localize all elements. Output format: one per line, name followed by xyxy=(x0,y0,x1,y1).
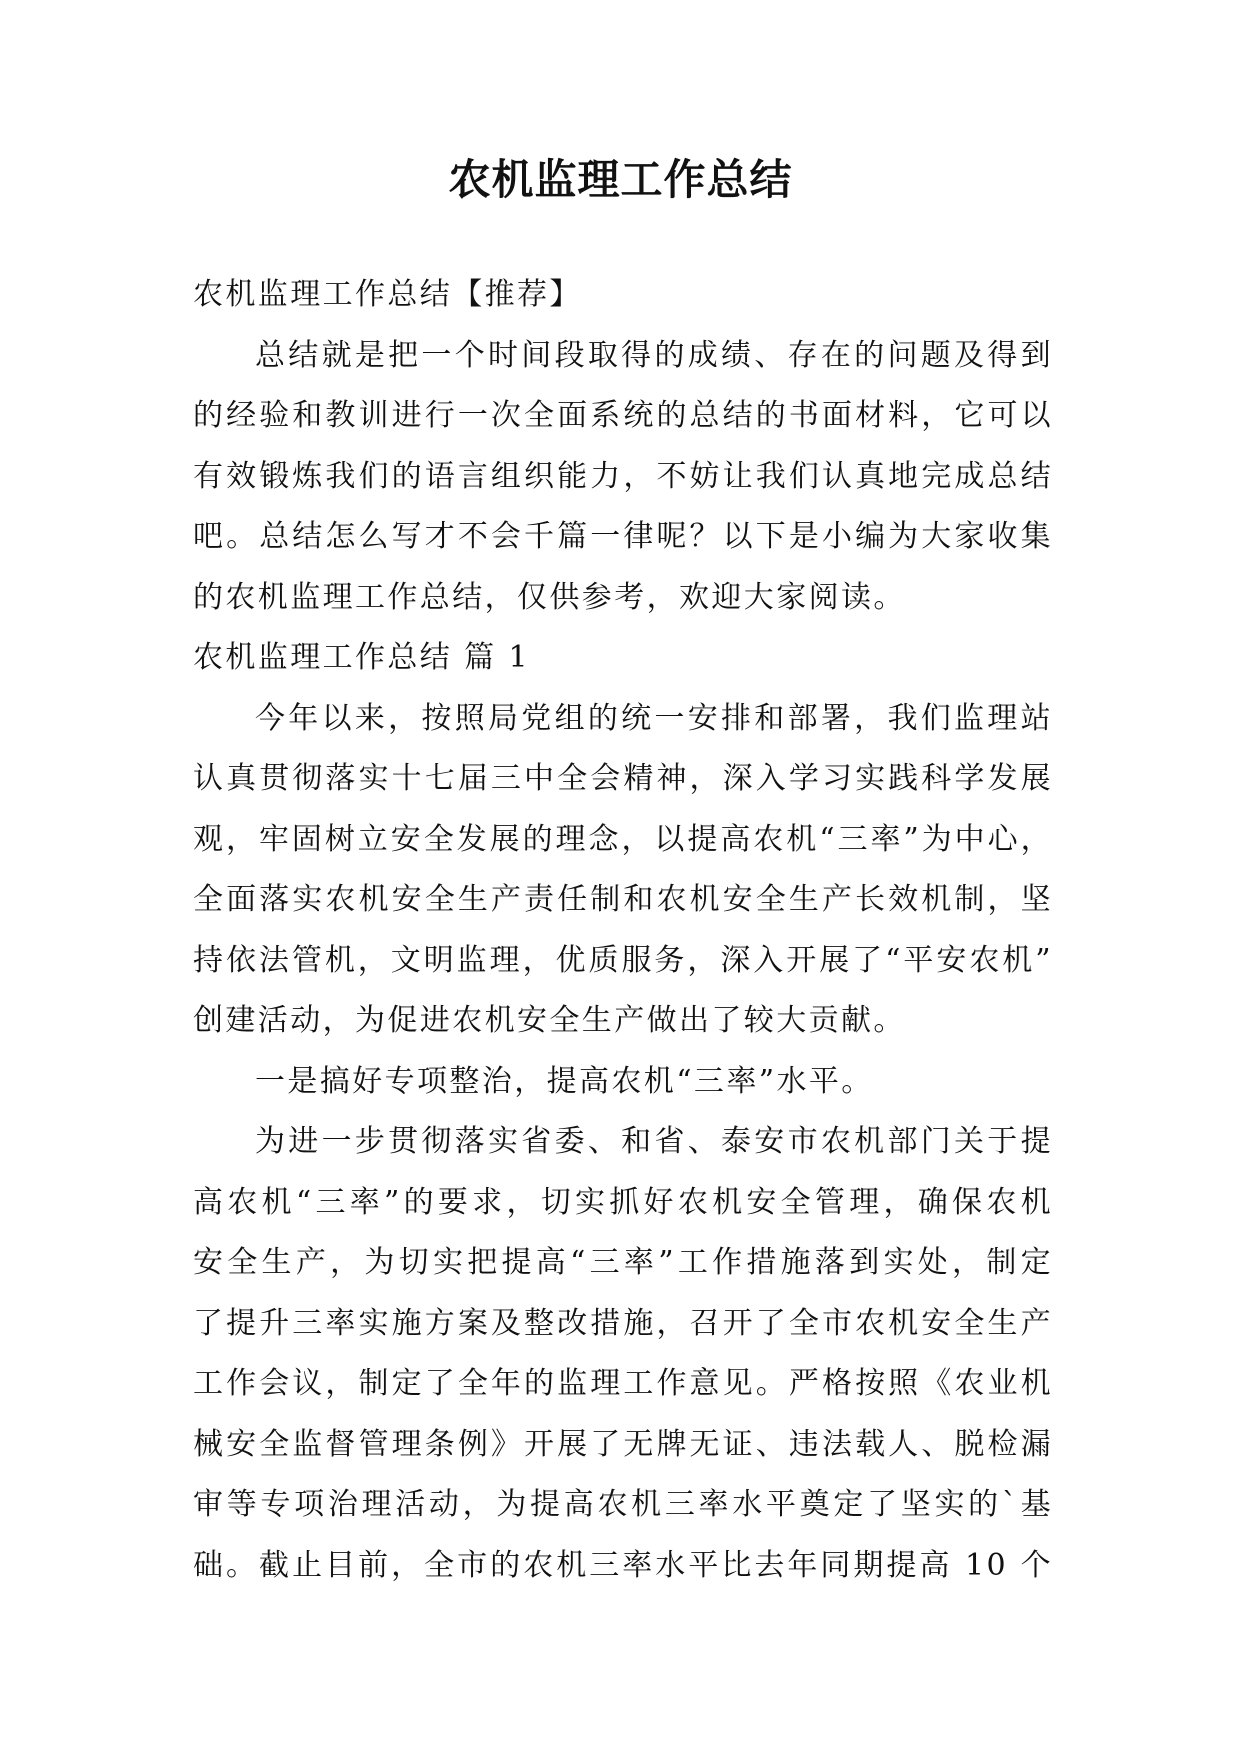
body-line: 安全生产，为切实把提高“三率”工作措施落到实处，制定 xyxy=(193,1245,1053,1280)
document-body xyxy=(193,265,1053,1596)
body-line: 了提升三率实施方案及整改措施，召开了全市农机安全生产 xyxy=(193,1305,1053,1341)
body-line: 础。截止目前，全市的农机三率水平比去年同期提高 10 个 xyxy=(193,1547,1053,1583)
body-line: 今年以来，按照局党组的统一安排和部署，我们监理站 xyxy=(255,700,1053,736)
body-line: 农机监理工作总结【推荐】 xyxy=(193,277,582,312)
body-line: 工作会议，制定了全年的监理工作意见。严格按照《农业机 xyxy=(193,1366,1053,1401)
document-title: 农机监理工作总结 xyxy=(448,155,793,204)
body-line: 农机监理工作总结 篇 1 xyxy=(193,640,530,675)
body-line: 高农机“三率”的要求，切实抓好农机安全管理，确保农机 xyxy=(193,1184,1053,1220)
body-line: 观，牢固树立安全发展的理念，以提高农机“三率”为中心， xyxy=(193,821,1053,857)
body-line: 总结就是把一个时间段取得的成绩、存在的问题及得到 xyxy=(255,337,1053,373)
body-line: 持依法管机，文明监理，优质服务，深入开展了“平安农机” xyxy=(193,942,1053,978)
body-line: 有效锻炼我们的语言组织能力，不妨让我们认真地完成总结 xyxy=(193,458,1053,494)
body-line: 全面落实农机安全生产责任制和农机安全生产长效机制，坚 xyxy=(193,882,1053,917)
body-line: 审等专项治理活动，为提高农机三率水平奠定了坚实的`基 xyxy=(193,1487,1053,1522)
body-line: 一是搞好专项整治，提高农机“三率”水平。 xyxy=(255,1063,874,1099)
body-line: 为进一步贯彻落实省委、和省、泰安市农机部门关于提 xyxy=(255,1124,1053,1159)
body-line: 械安全监督管理条例》开展了无牌无证、违法载人、脱检漏 xyxy=(193,1426,1053,1462)
body-line: 的农机监理工作总结，仅供参考，欢迎大家阅读。 xyxy=(193,579,906,615)
body-line: 吧。总结怎么写才不会千篇一律呢？以下是小编为大家收集 xyxy=(193,519,1053,554)
body-line: 创建活动，为促进农机安全生产做出了较大贡献。 xyxy=(193,1003,906,1038)
body-line: 认真贯彻落实十七届三中全会精神，深入学习实践科学发展 xyxy=(193,761,1053,796)
body-line: 的经验和教训进行一次全面系统的总结的书面材料，它可以 xyxy=(193,398,1053,433)
